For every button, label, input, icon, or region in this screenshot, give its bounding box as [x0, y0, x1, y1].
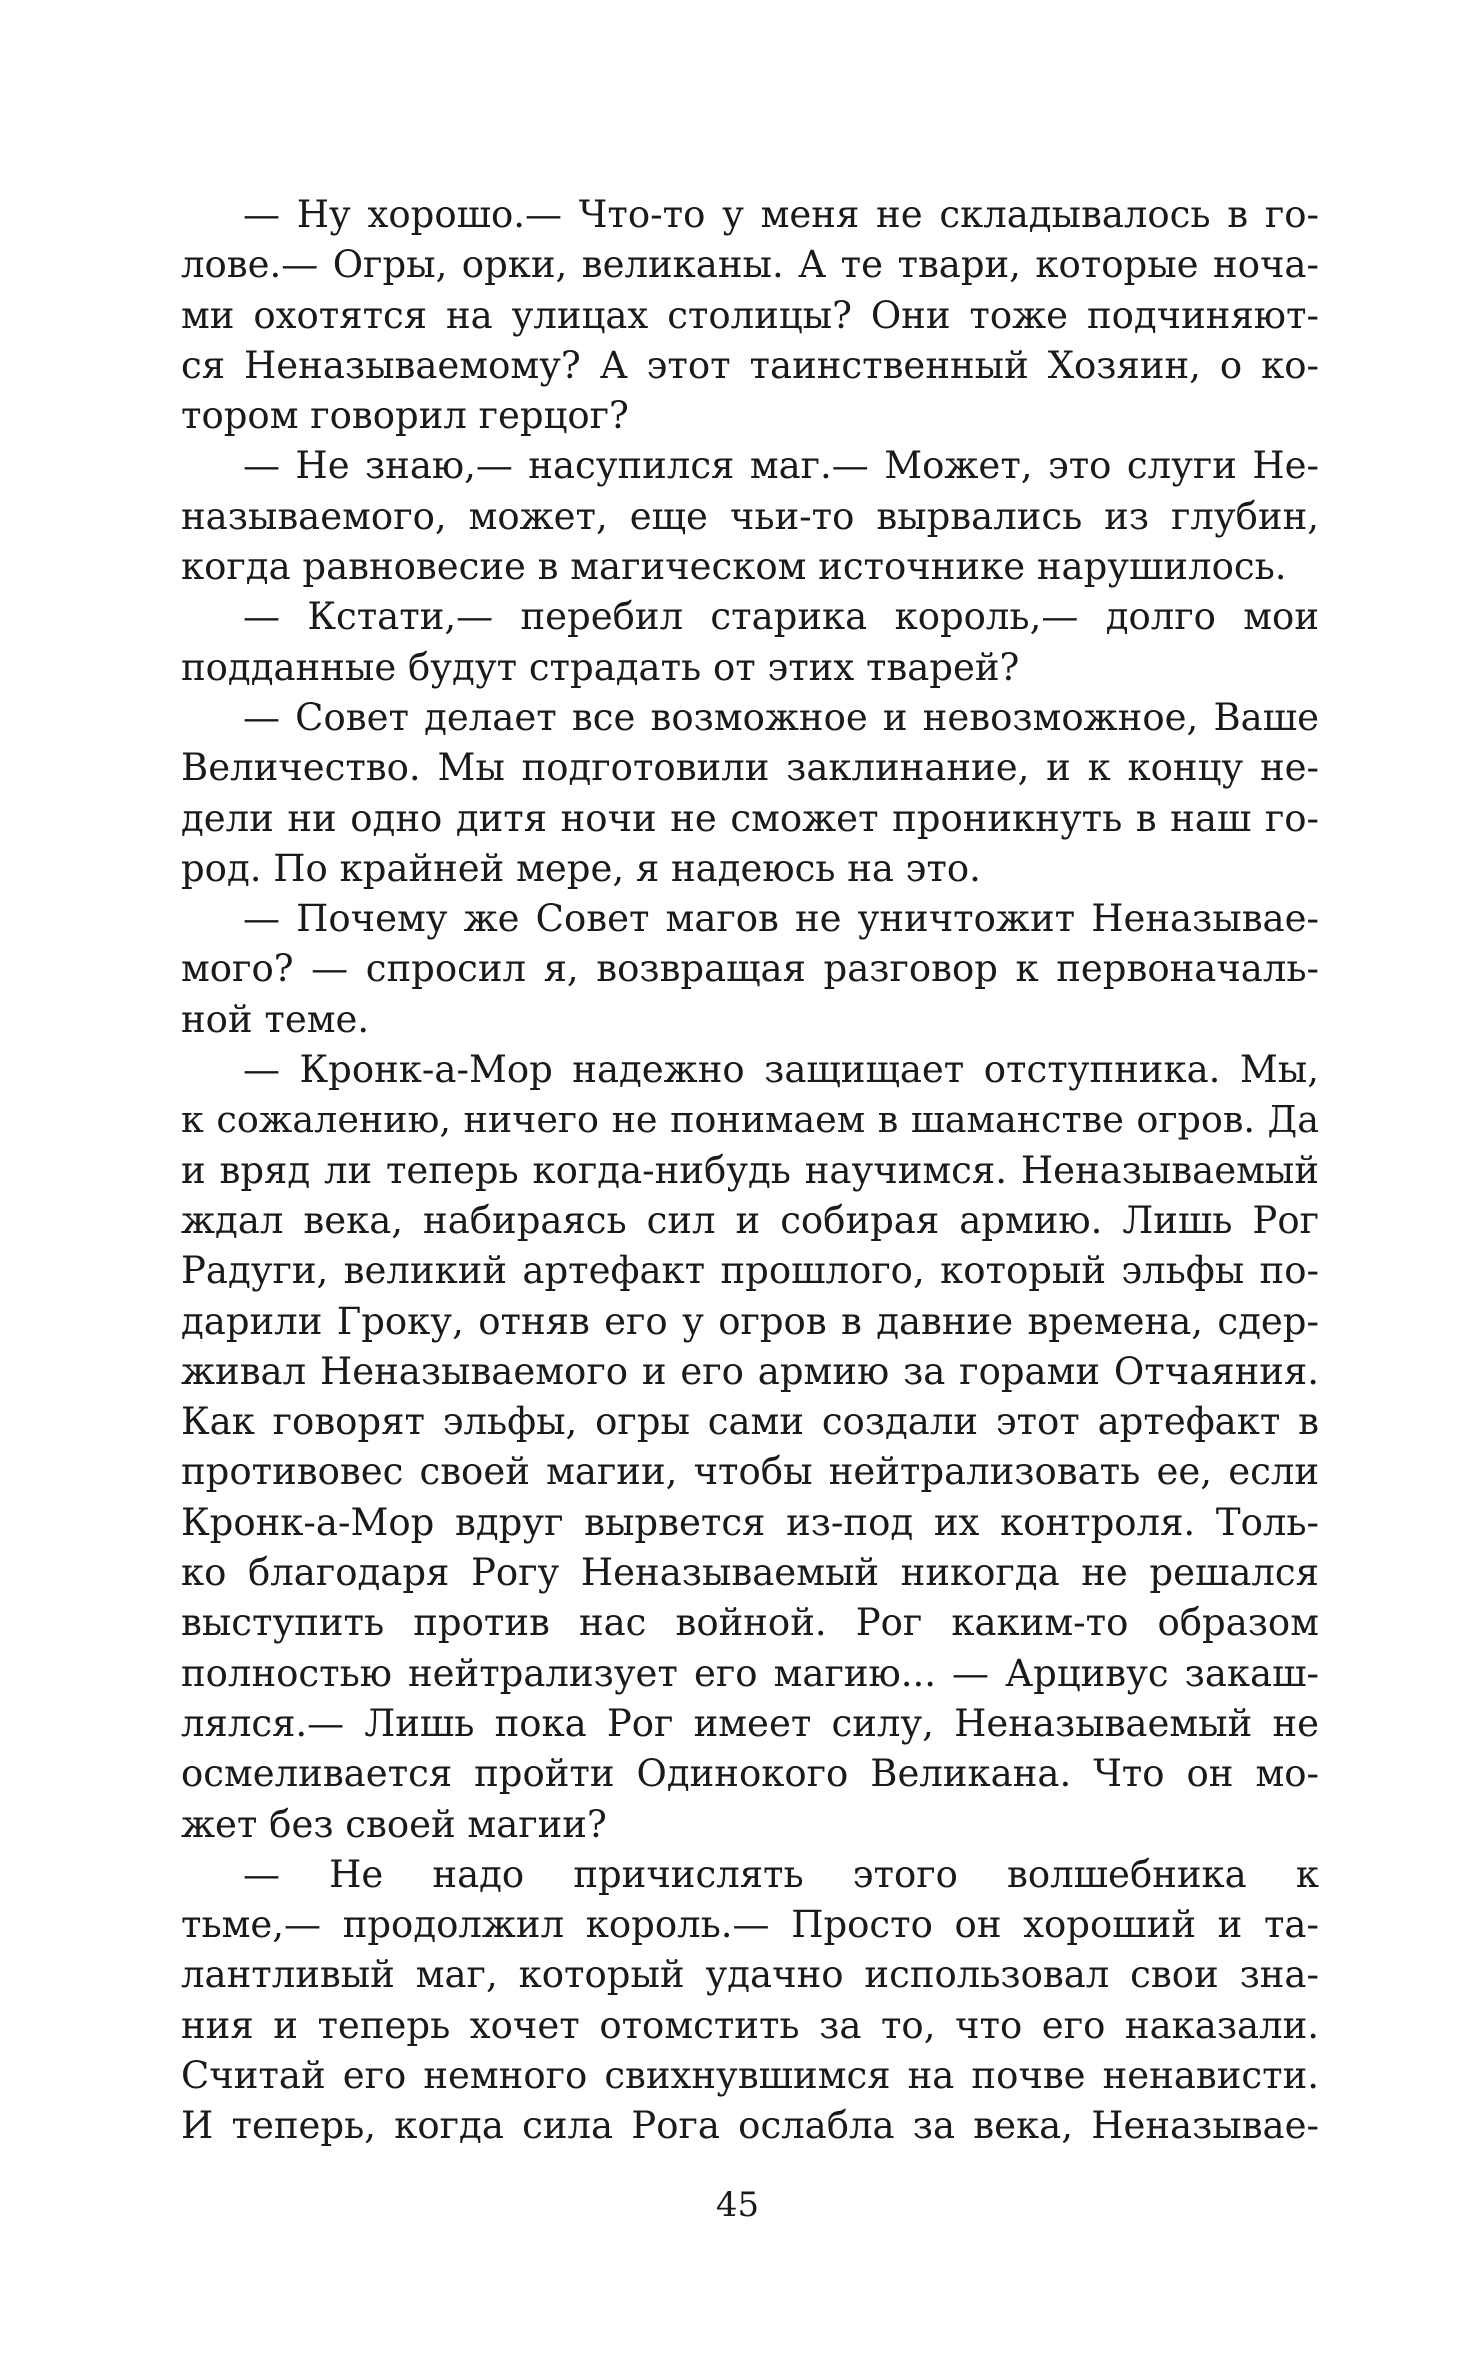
text-line: и вряд ли теперь когда-нибудь научимся. Неназываемый [181, 1148, 1319, 1192]
text-line: дарили Гроку, отняв его у огров в давние времена, сдер- [181, 1299, 1319, 1343]
text-line: осмеливается пройти Одинокого Великана. Что он мо- [181, 1752, 1319, 1796]
text-line: — Почему же Совет магов не уничтожит Неназывае- [243, 897, 1319, 941]
text-line: — Ну хорошо.— Что-то у меня не складывалось в го- [243, 193, 1319, 236]
text-line: тором говорил герцог? [181, 394, 629, 438]
text-line: — Не надо причислять этого волшебника к [243, 1852, 1319, 1896]
text-line: ной теме. [181, 997, 370, 1041]
text-line: ния и теперь хочет отомстить за то, что его наказали. [181, 2003, 1319, 2047]
text-line: — Совет делает все возможное и невозможное, Ваше [243, 695, 1319, 739]
text-line: Радуги, великий артефакт прошлого, который эльфы по- [181, 1249, 1319, 1293]
text-line: мого? — спросил я, возвращая разговор к первоначаль- [181, 947, 1319, 991]
text-line: жет без своей магии? [181, 1802, 607, 1846]
text-line: — Кстати,— перебил старика король,— долго мои [243, 595, 1319, 639]
text-line: противовес своей магии, чтобы нейтрализовать ее, если [181, 1450, 1319, 1494]
text-line: лялся.— Лишь пока Рог имеет силу, Неназываемый не [181, 1701, 1319, 1745]
text-line: И теперь, когда сила Рога ослабла за века, Неназывае- [181, 2104, 1319, 2148]
text-line: называемого, может, еще чьи-то вырвались из глубин, [181, 494, 1319, 538]
text-line: Считай его немного свихнувшимся на почве ненависти. [181, 2053, 1319, 2097]
body-text [181, 190, 1319, 2152]
text-line: ся Неназываемому? А этот таинственный Хозяин, о ко- [181, 343, 1319, 387]
text-line: Как говорят эльфы, огры сами создали этот артефакт в [181, 1400, 1319, 1444]
text-line: ждал века, набираясь сил и собирая армию. Лишь Рог [181, 1198, 1319, 1242]
text-line: Величество. Мы подготовили заклинание, и к концу не- [181, 746, 1319, 790]
text-line: живал Неназываемого и его армию за горами Отчаяния. [181, 1349, 1319, 1393]
text-line: Кронк-а-Мор вдруг вырвется из-под их контроля. Толь- [181, 1500, 1319, 1544]
text-line: выступить против нас войной. Рог каким-то образом [181, 1601, 1319, 1645]
text-line: ми охотятся на улицах столицы? Они тоже подчиняют- [181, 293, 1319, 337]
page-number: 45 [715, 2185, 760, 2225]
text-line: дели ни одно дитя ночи не сможет проникнуть в наш го- [181, 796, 1319, 840]
text-line: род. По крайней мере, я надеюсь на это. [181, 846, 981, 890]
text-line: лове.— Огры, орки, великаны. А те твари, которые нoча- [181, 243, 1319, 287]
text-line: тьме,— продолжил король.— Просто он хороший и та- [181, 1903, 1319, 1947]
text-line: к сожалению, ничего не понимаем в шаманстве огров. Да [181, 1098, 1319, 1142]
text-line: полностью нейтрализует его магию... — Арцивус закаш- [181, 1651, 1319, 1695]
text-line: — Не знаю,— насупился маг.— Может, это слуги Не- [243, 444, 1319, 488]
text-line: подданные будут страдать от этих тварей? [181, 645, 1020, 689]
text-line: когда равновесие в магическом источнике нарушилось. [181, 545, 1287, 589]
text-line: ко благодаря Рогу Неназываемый никогда не решался [181, 1551, 1319, 1595]
text-line: — Кронк-а-Мор надежно защищает отступника. Мы, [243, 1048, 1319, 1092]
text-line: лантливый маг, который удачно использовал свои зна- [181, 1953, 1319, 1997]
